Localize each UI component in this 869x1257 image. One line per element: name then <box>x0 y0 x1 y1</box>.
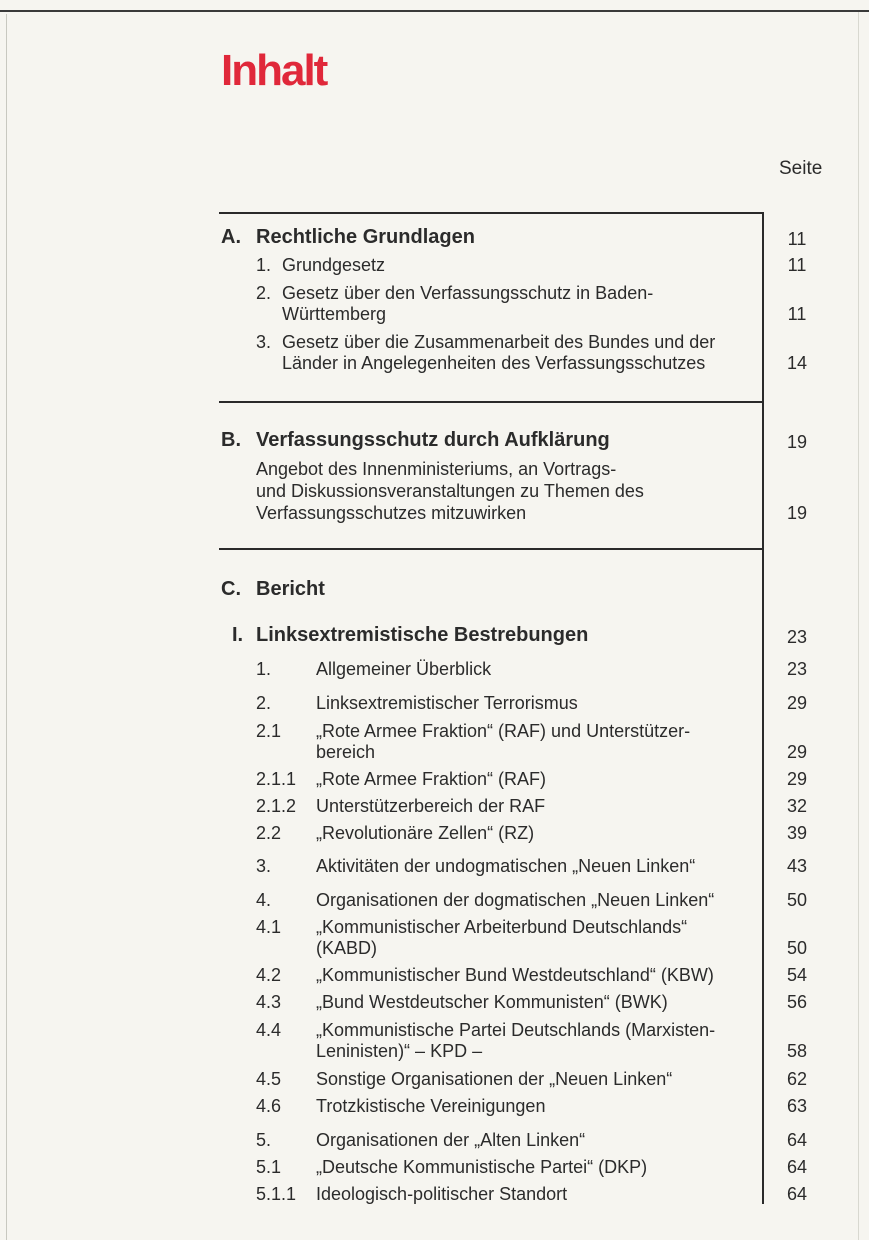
toc-page: 56 <box>786 992 808 1012</box>
toc-number: 2. <box>256 693 272 713</box>
toc-entry-line: „Bund Westdeutscher Kommunisten“ (BWK) <box>316 992 668 1012</box>
toc-entry-line: „Rote Armee Fraktion“ (RAF) <box>316 769 547 789</box>
toc-number: 4.4 <box>256 1020 282 1040</box>
toc-page: 11 <box>787 304 807 324</box>
toc-page: 54 <box>786 965 808 985</box>
toc-number: 2.1 <box>256 721 282 741</box>
chapter-roman: I. <box>232 624 244 646</box>
toc-entry-line: Gesetz über den Verfassungsschutz in Baden- <box>282 283 654 303</box>
toc-entry-line: Sonstige Organisationen der „Neuen Linken“ <box>316 1069 673 1089</box>
toc-page: 63 <box>786 1096 808 1116</box>
section-b-desc-page: 19 <box>786 503 808 523</box>
toc-entry-line: Ideologisch-politischer Standort <box>316 1184 568 1204</box>
toc-number: 3. <box>256 332 272 352</box>
toc-entry-line: „Kommunistischer Bund Westdeutschland“ (KBW) <box>316 965 714 985</box>
toc-entry-line: Unterstützerbereich der RAF <box>316 796 546 816</box>
toc-page: 43 <box>786 856 808 876</box>
toc-number: 2.1.2 <box>256 796 297 816</box>
toc-page: 64 <box>786 1130 808 1150</box>
page-column-label: Seite <box>779 158 823 179</box>
section-a-page: 11 <box>787 229 807 249</box>
toc-entry-line: Organisationen der „Alten Linken“ <box>316 1130 586 1150</box>
chapter-page: 23 <box>786 627 808 647</box>
page-column-rule <box>762 212 764 1204</box>
toc-entry-line: Organisationen der dogmatischen „Neuen Linken“ <box>316 890 715 910</box>
toc-page: 39 <box>786 823 808 843</box>
toc-number: 3. <box>256 856 272 876</box>
toc-number: 4.3 <box>256 992 282 1012</box>
toc-page: 29 <box>786 742 808 762</box>
section-c-rule <box>219 548 764 550</box>
toc-entry-line: Aktivitäten der undogmatischen „Neuen Linken“ <box>316 856 696 876</box>
page-edge-right <box>858 12 859 1242</box>
toc-page: 64 <box>786 1184 808 1204</box>
toc-number: 4.6 <box>256 1096 282 1116</box>
toc-page: 29 <box>786 693 808 713</box>
section-a-rule <box>219 212 764 214</box>
toc-entry-line: Grundgesetz <box>282 255 386 275</box>
toc-number: 2.1.1 <box>256 769 297 789</box>
page-title: Inhalt <box>221 46 327 95</box>
toc-entry-line: Trotzkistische Vereinigungen <box>316 1096 546 1116</box>
toc-number: 1. <box>256 255 272 275</box>
section-a-title: Rechtliche Grundlagen <box>256 226 475 248</box>
toc-page: 64 <box>786 1157 808 1177</box>
section-b-title: Verfassungsschutz durch Aufklärung <box>256 429 610 451</box>
toc-entry-line: „Revolutionäre Zellen“ (RZ) <box>316 823 535 843</box>
toc-entry-line: Länder in Angelegenheiten des Verfassungsschutzes <box>282 353 706 373</box>
toc-number: 4.2 <box>256 965 282 985</box>
toc-page: 50 <box>786 938 808 958</box>
toc-page: 32 <box>786 796 808 816</box>
toc-number: 2.2 <box>256 823 282 843</box>
toc-entry-line: (KABD) <box>316 938 378 958</box>
toc-entry-line: „Deutsche Kommunistische Partei“ (DKP) <box>316 1157 648 1177</box>
toc-number: 5. <box>256 1130 272 1150</box>
toc-number: 4.5 <box>256 1069 282 1089</box>
toc-number: 1. <box>256 659 272 679</box>
toc-entry-line: Allgemeiner Überblick <box>316 659 492 679</box>
toc-number: 5.1 <box>256 1157 282 1177</box>
toc-page: 11 <box>787 255 807 275</box>
section-b-letter: B. <box>221 429 241 451</box>
chapter-title: Linksextremistische Bestrebungen <box>256 624 589 646</box>
top-rule <box>0 10 869 12</box>
toc-entry-line: Gesetz über die Zusammenarbeit des Bundes und der <box>282 332 716 352</box>
toc-number: 4.1 <box>256 917 282 937</box>
section-b-desc-line: Angebot des Innenministeriums, an Vortrags- <box>256 459 617 479</box>
toc-page: 62 <box>786 1069 808 1089</box>
toc-number: 5.1.1 <box>256 1184 297 1204</box>
toc-entry-line: „Kommunistische Partei Deutschlands (Marxisten- <box>316 1020 716 1040</box>
section-b-desc-line: und Diskussionsveranstaltungen zu Themen des <box>256 481 644 501</box>
section-c-title: Bericht <box>256 578 325 600</box>
toc-page: 23 <box>786 659 808 679</box>
toc-entry-line: Leninisten)“ – KPD – <box>316 1041 483 1061</box>
toc-page: 29 <box>786 769 808 789</box>
toc-page: 50 <box>786 890 808 910</box>
toc-entry-line: „Rote Armee Fraktion“ (RAF) und Unterstützer- <box>316 721 691 741</box>
toc-entry-line: Linksextremistischer Terrorismus <box>316 693 578 713</box>
section-a-letter: A. <box>221 226 241 248</box>
page-bottom-margin <box>0 1240 869 1257</box>
section-b-desc-line: Verfassungsschutzes mitzuwirken <box>256 503 527 523</box>
toc-page: 58 <box>786 1041 808 1061</box>
toc-entry-line: Württemberg <box>282 304 387 324</box>
toc-page: 14 <box>786 353 808 373</box>
page-edge-left <box>6 14 7 1244</box>
toc-entry-line: „Kommunistischer Arbeiterbund Deutschlands“ <box>316 917 688 937</box>
toc-entry-line: bereich <box>316 742 376 762</box>
section-b-page: 19 <box>786 432 808 452</box>
section-b-rule <box>219 401 764 403</box>
toc-number: 4. <box>256 890 272 910</box>
toc-number: 2. <box>256 283 272 303</box>
section-c-letter: C. <box>221 578 241 600</box>
